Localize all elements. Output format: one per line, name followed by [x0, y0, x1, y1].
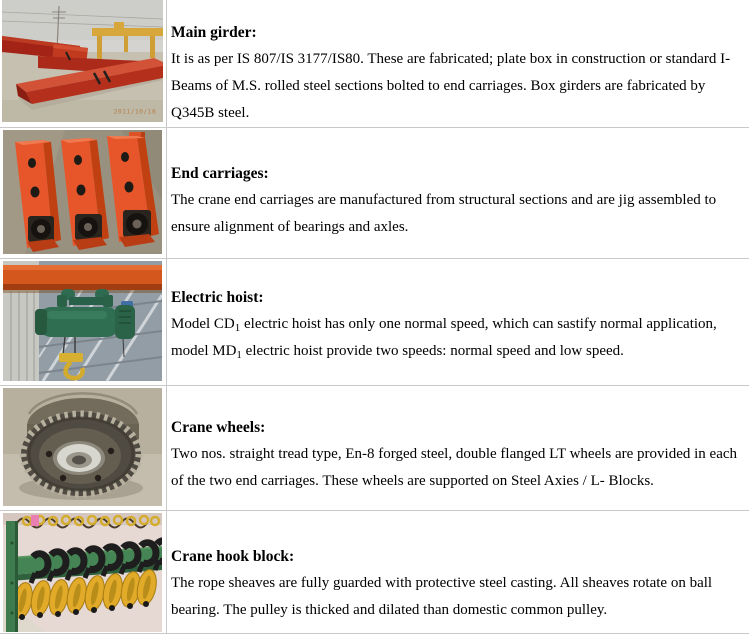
crane-hook-block-photo-cell	[0, 511, 167, 633]
main-girder-text	[167, 0, 749, 127]
section-heading: Electric hoist:	[171, 289, 264, 306]
section-crane-hook-block	[0, 511, 749, 634]
section-heading: End carriages:	[171, 165, 269, 182]
section-body: Two nos. straight tread type, En-8 forged steel, double flanged LT wheels are provided in each of the two end carriages. These wheels are supported on Steel Axies / L- Blocks.	[171, 446, 738, 489]
section-body: It is as per IS 807/IS 3177/IS80. These are fabricated; plate box in construction or standard I-Beams of M.S. rolled steel sections bolted to end carriages. Box girders are fabricated by Q345B steel.	[171, 51, 731, 121]
body-text-segment: electric hoist provide two speeds: normal speed and low speed.	[241, 343, 624, 359]
section-body	[171, 311, 743, 365]
end-carriages-photo	[3, 130, 162, 254]
body-text-segment: Model CD	[171, 316, 235, 332]
electric-hoist-photo-cell	[0, 259, 167, 385]
crane-wheels-text	[167, 386, 749, 510]
section-heading: Crane wheels:	[171, 419, 266, 436]
main-girder-photo	[2, 0, 163, 122]
end-carriages-text	[167, 128, 749, 258]
section-heading: Main girder:	[171, 24, 257, 41]
crane-hook-block-text	[167, 511, 749, 633]
section-electric-hoist	[0, 259, 749, 386]
section-crane-wheels	[0, 386, 749, 511]
subscript-text: 1	[236, 349, 242, 361]
electric-hoist-text	[167, 259, 749, 385]
section-end-carriages	[0, 128, 749, 259]
main-girder-photo-cell	[0, 0, 167, 127]
body-text-segment: electric hoist has only one normal speed, which can sastify normal application, model MD	[171, 316, 717, 359]
photo-date-stamp: 2011/10/18	[113, 107, 156, 115]
crane-wheel-photo	[3, 388, 162, 506]
end-carriages-photo-cell	[0, 128, 167, 258]
electric-hoist-photo	[3, 261, 162, 381]
crane-hook-blocks-photo	[3, 513, 162, 632]
section-main-girder	[0, 0, 749, 128]
section-body: The rope sheaves are fully guarded with protective steel casting. All sheaves rotate on ball bearing. The pulley is thicked and dilated than domestic common pulley.	[171, 575, 713, 618]
crane-wheels-photo-cell	[0, 386, 167, 510]
section-heading: Crane hook block:	[171, 548, 295, 565]
subscript-text: 1	[234, 322, 241, 334]
section-body: The crane end carriages are manufactured from structural sections and are jig assembled to ensure alignment of bearings and axles.	[171, 192, 717, 235]
